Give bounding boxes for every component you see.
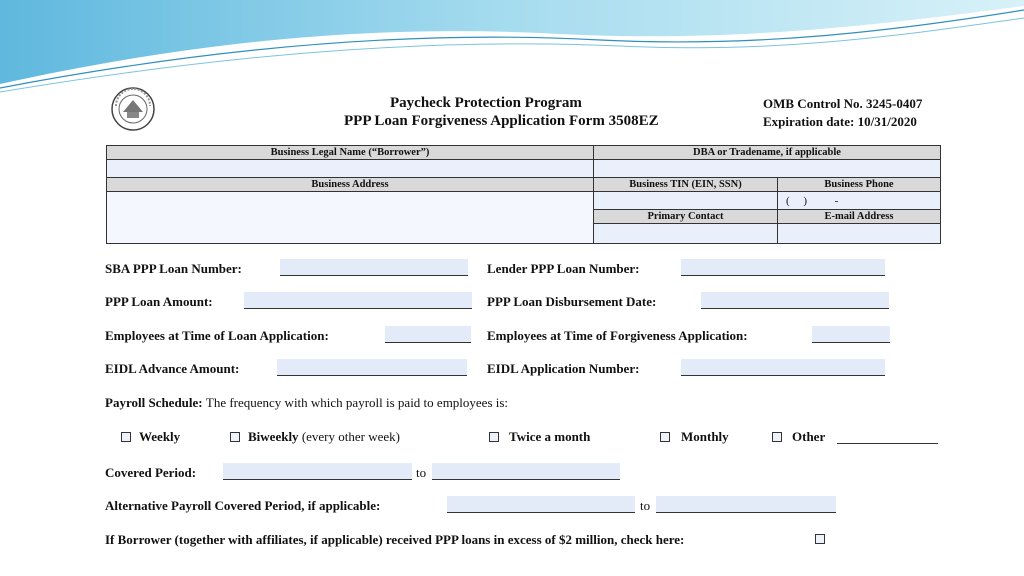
expiration-date: Expiration date: 10/31/2020 (763, 114, 917, 129)
eidl-app-number-input[interactable] (681, 359, 885, 376)
header-dba: DBA or Tradename, if applicable (593, 145, 941, 160)
other-specify-line[interactable] (837, 443, 938, 444)
label-loan-amount: PPP Loan Amount: (105, 294, 213, 309)
monthly-checkbox[interactable] (660, 432, 670, 442)
alt-covered-period-to: to (640, 498, 651, 513)
header-business-legal-name: Business Legal Name (“Borrower”) (106, 145, 594, 160)
alt-covered-period-start-input[interactable] (447, 496, 635, 513)
biweekly-note: (every other week) (301, 429, 400, 444)
excess-2m-checkbox[interactable] (815, 534, 825, 544)
form-3508ez-page (92, 80, 942, 572)
eidl-advance-input[interactable] (277, 359, 467, 376)
label-lender-loan-number: Lender PPP Loan Number: (487, 261, 640, 276)
omb-control-number: OMB Control No. 3245-0407 (763, 96, 923, 111)
label-eidl-app-number: EIDL Application Number: (487, 361, 640, 376)
covered-period-start-input[interactable] (223, 463, 412, 480)
header-business-phone: Business Phone (777, 177, 941, 192)
form-subtitle: PPP Loan Forgiveness Application Form 3508EZ (344, 113, 659, 129)
covered-period-to: to (416, 465, 427, 480)
twice-month-label: Twice a month (509, 429, 591, 444)
label-employees-loan-app: Employees at Time of Loan Application: (105, 328, 329, 343)
business-phone-field[interactable]: ( ) - (777, 191, 941, 210)
business-tin-field[interactable] (593, 191, 778, 210)
excess-2m-label: If Borrower (together with affiliates, if applicable) received PPP loans in excess of $2 million, check here: (105, 532, 685, 547)
label-disbursement-date: PPP Loan Disbursement Date: (487, 294, 657, 309)
employees-loan-app-input[interactable] (385, 326, 471, 343)
header-business-address: Business Address (106, 177, 594, 192)
label-covered-period: Covered Period: (105, 465, 197, 480)
weekly-label: Weekly (139, 429, 181, 444)
other-label: Other (792, 429, 826, 444)
lender-loan-number-input[interactable] (681, 259, 885, 276)
header-business-tin: Business TIN (EIN, SSN) (593, 177, 778, 192)
email-field[interactable] (777, 223, 941, 244)
twice-month-checkbox[interactable] (489, 432, 499, 442)
label-alt-covered-period: Alternative Payroll Covered Period, if applicable: (105, 498, 381, 513)
weekly-checkbox[interactable] (121, 432, 131, 442)
disbursement-date-input[interactable] (701, 292, 889, 309)
payroll-schedule-label: Payroll Schedule: (105, 395, 203, 410)
header-email: E-mail Address (777, 209, 941, 224)
header-primary-contact: Primary Contact (593, 209, 778, 224)
primary-contact-field[interactable] (593, 223, 778, 244)
other-checkbox[interactable] (772, 432, 782, 442)
covered-period-end-input[interactable] (432, 463, 620, 480)
label-eidl-advance: EIDL Advance Amount: (105, 361, 240, 376)
biweekly-option (248, 429, 400, 445)
monthly-label: Monthly (681, 429, 729, 444)
label-sba-loan-number: SBA PPP Loan Number: (105, 261, 242, 276)
alt-covered-period-end-input[interactable] (656, 496, 836, 513)
form-title: Paycheck Protection Program (390, 95, 582, 111)
loan-amount-input[interactable] (244, 292, 472, 309)
payroll-schedule-line (105, 395, 508, 411)
business-legal-name-field[interactable] (106, 159, 594, 178)
biweekly-label: Biweekly (248, 429, 299, 444)
biweekly-checkbox[interactable] (230, 432, 240, 442)
label-employees-forgiveness-app: Employees at Time of Forgiveness Application: (487, 328, 748, 343)
sba-seal-logo (110, 86, 156, 132)
business-address-field[interactable] (106, 191, 594, 244)
dba-field[interactable] (593, 159, 941, 178)
employees-forgiveness-app-input[interactable] (812, 326, 890, 343)
payroll-schedule-description: The frequency with which payroll is paid to employees is: (205, 395, 509, 410)
sba-loan-number-input[interactable] (280, 259, 468, 276)
